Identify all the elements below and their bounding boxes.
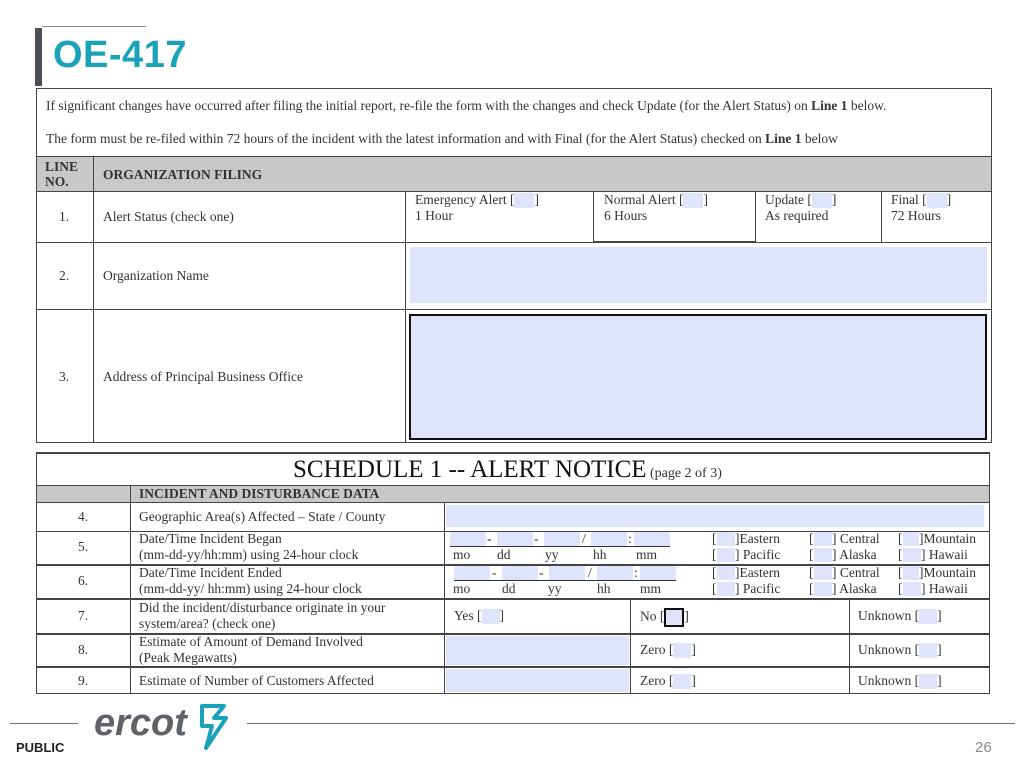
schedule-title: SCHEDULE 1 -- ALERT NOTICE (page 2 of 3) — [293, 456, 722, 483]
row-7-label: Did the incident/disturbance originate in your system/area? (check one) — [139, 600, 386, 631]
ended-mountain-checkbox[interactable] — [903, 566, 919, 580]
began-alaska-checkbox[interactable] — [814, 548, 832, 562]
demand-unknown-checkbox[interactable] — [919, 643, 937, 658]
alert-normal-sub: 6 Hours — [604, 208, 648, 223]
page-number: 26 — [975, 739, 992, 756]
ended-day-input[interactable] — [502, 566, 538, 580]
origin-unknown-checkbox[interactable] — [919, 609, 937, 624]
footer-rule-right — [247, 723, 1015, 724]
geographic-area-input[interactable] — [446, 505, 984, 527]
logo-wordmark: ercot — [94, 702, 187, 744]
demand-unknown-option[interactable]: Unknown [ ] — [858, 642, 942, 657]
ended-pacific-checkbox[interactable] — [717, 582, 735, 596]
row-2-number: 2. — [59, 268, 70, 283]
origin-yes-checkbox[interactable] — [482, 609, 500, 624]
origin-unknown-option[interactable]: Unknown [ ] — [858, 608, 942, 623]
row-9-number: 9. — [78, 673, 89, 688]
alert-final-sub: 72 Hours — [891, 208, 941, 223]
began-year-input[interactable] — [544, 532, 580, 546]
incident-data-header-label: INCIDENT AND DISTURBANCE DATA — [139, 486, 380, 501]
began-minute-input[interactable] — [634, 532, 670, 546]
row-1-number: 1. — [59, 209, 70, 224]
origin-no-checkbox[interactable] — [664, 608, 684, 627]
alert-final-option[interactable]: Final [ ] — [891, 192, 952, 207]
ercot-logo — [94, 700, 234, 757]
row-4-number: 4. — [78, 509, 89, 524]
header-line-no: LINE NO. — [45, 159, 79, 189]
alert-emergency-option[interactable]: Emergency Alert [ ] — [415, 192, 539, 207]
ended-eastern-checkbox[interactable] — [717, 566, 735, 580]
began-pacific-checkbox[interactable] — [717, 548, 735, 562]
began-hawaii-checkbox[interactable] — [903, 548, 921, 562]
row-2-label: Organization Name — [103, 268, 209, 283]
instruction-line-2: The form must be re-filed within 72 hours of the incident with the latest information and with Final (for the Alert Status) checked on Line 1 below — [46, 131, 838, 146]
slide-title: OE-417 — [53, 34, 187, 76]
final-checkbox[interactable] — [927, 193, 947, 208]
began-day-input[interactable] — [497, 532, 533, 546]
title-accent-rule — [42, 26, 146, 27]
normal-alert-checkbox[interactable] — [683, 193, 703, 208]
organization-name-input[interactable] — [410, 247, 987, 303]
began-eastern-checkbox[interactable] — [717, 532, 735, 546]
emergency-alert-checkbox[interactable] — [514, 193, 534, 208]
demand-zero-checkbox[interactable] — [673, 643, 691, 658]
alert-update-sub: As required — [765, 208, 829, 223]
title-accent-bar — [35, 28, 42, 86]
customers-unknown-option[interactable]: Unknown [ ] — [858, 673, 942, 688]
organization-filing-form — [36, 88, 992, 443]
row-8-number: 8. — [78, 642, 89, 657]
began-central-checkbox[interactable] — [814, 532, 832, 546]
alert-normal-option[interactable]: Normal Alert [ ] — [604, 192, 708, 207]
ended-alaska-checkbox[interactable] — [814, 582, 832, 596]
row-9-label: Estimate of Number of Customers Affected — [139, 673, 374, 688]
footer-rule-left — [10, 723, 78, 724]
row-8-label: Estimate of Amount of Demand Involved (Peak Megawatts) — [139, 634, 363, 665]
began-mountain-checkbox[interactable] — [903, 532, 919, 546]
demand-megawatts-input[interactable] — [446, 636, 629, 665]
customers-unknown-checkbox[interactable] — [919, 674, 937, 689]
alert-update-option[interactable]: Update [ ] — [765, 192, 837, 207]
customers-affected-input[interactable] — [446, 669, 629, 692]
demand-zero-option[interactable]: Zero [ ] — [640, 642, 696, 657]
began-month-input[interactable] — [450, 532, 486, 546]
lightning-bolt-icon — [202, 706, 226, 748]
ended-hour-input[interactable] — [597, 566, 633, 580]
row-3-number: 3. — [59, 369, 70, 384]
began-hour-input[interactable] — [591, 532, 627, 546]
origin-no-option[interactable]: No [ ] — [640, 608, 689, 627]
customers-zero-option[interactable]: Zero [ ] — [640, 673, 696, 688]
origin-yes-option[interactable]: Yes [ ] — [454, 608, 505, 623]
ended-central-checkbox[interactable] — [814, 566, 832, 580]
instruction-line-1: If significant changes have occurred after filing the initial report, re-file the form with the changes and check Update (for the Alert Status) on Line 1 below. — [46, 98, 887, 113]
row-1-label: Alert Status (check one) — [103, 209, 234, 224]
row-5-number: 5. — [78, 539, 89, 554]
footer-public-label: PUBLIC — [16, 740, 65, 755]
row-7-number: 7. — [78, 608, 89, 623]
alert-emergency-sub: 1 Hour — [415, 208, 453, 223]
ended-year-input[interactable] — [549, 566, 585, 580]
ended-minute-input[interactable] — [640, 566, 676, 580]
row-5-label: Date/Time Incident Began (mm-dd-yy/hh:mm) using 24-hour clock — [139, 531, 359, 562]
schedule-1-alert-notice: SCHEDULE 1 -- ALERT NOTICE (page 2 of 3) INCIDENT AND DISTURBANCE DATA 4. Geographic Area(s) Affected – State / County 5. Date/Time Incident Began (mm-dd-yy/hh:mm) using 24-hour clock - - / : mo dd yy hh mm [ ]Eastern [ ] Central [ ]Mountain [ ] Pacific [ ] Alaska [ ] Hawaii 6. Date/Time Incident Ended (mm-dd-yy/ hh:mm) using 24-hour clock - - / : mo dd yy hh mm [ ]Eastern [ ] Central [ ]Mountain [ ] Pacific [ ] Alaska [ ] Hawaii 7. Did the incident/disturbance originate in your system/area? (check one) Yes [ ] No [ ] Unknown [ ] 8. Estimate of Amount of Demand Involved (Peak Megawatts) Zero [ ] Unknown [ ] 9. Estimate of Number of Customers Affected Zero [ ] Unknown [ ] — [36, 452, 990, 694]
row-3-label: Address of Principal Business Office — [103, 369, 303, 384]
customers-zero-checkbox[interactable] — [673, 674, 691, 689]
ended-month-input[interactable] — [454, 566, 490, 580]
row-6-label: Date/Time Incident Ended (mm-dd-yy/ hh:mm) using 24-hour clock — [139, 565, 362, 596]
business-address-input[interactable] — [409, 314, 987, 440]
ended-hawaii-checkbox[interactable] — [903, 582, 921, 596]
row-6-number: 6. — [78, 573, 89, 588]
header-organization-filing: ORGANIZATION FILING — [103, 167, 263, 182]
update-checkbox[interactable] — [812, 193, 832, 208]
row-4-label: Geographic Area(s) Affected – State / County — [139, 509, 386, 524]
